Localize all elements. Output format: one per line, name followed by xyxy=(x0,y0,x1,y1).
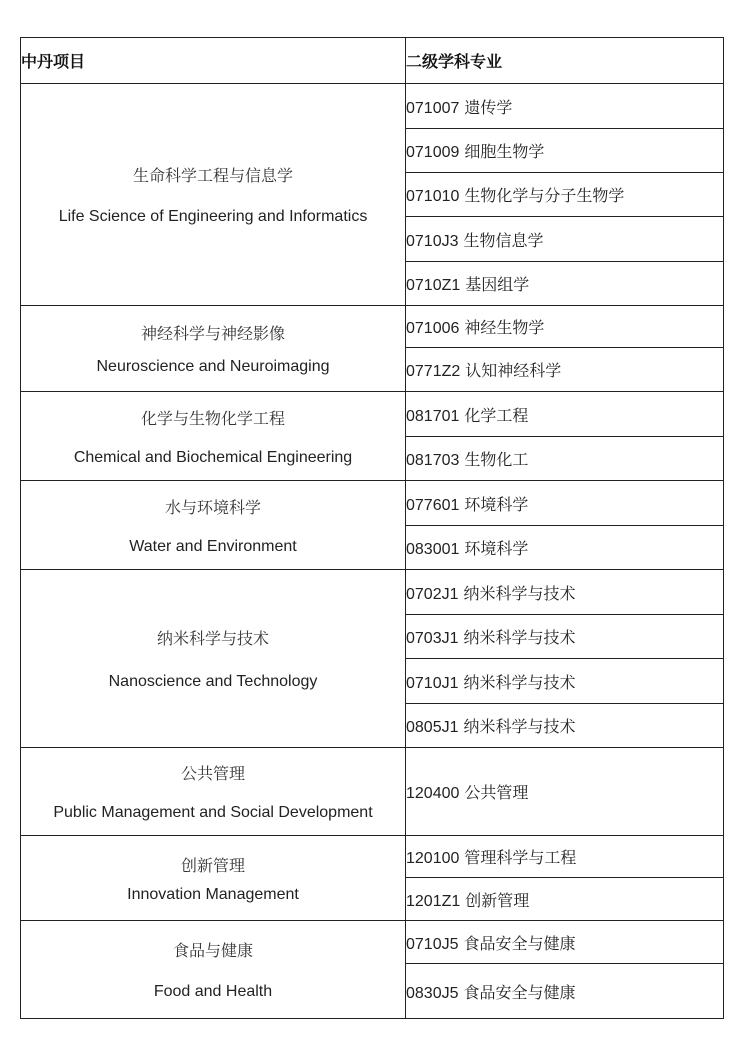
discipline-code: 0710J5 xyxy=(406,935,459,953)
discipline-cell xyxy=(406,615,724,659)
project-name-en: Innovation Management xyxy=(127,885,299,903)
project-name-zh: 纳米科学与技术 xyxy=(156,629,269,648)
table-row xyxy=(21,481,724,526)
discipline-cell xyxy=(406,878,724,921)
project-name-zh: 食品与健康 xyxy=(172,941,253,960)
project-cell xyxy=(21,921,406,1019)
project-name-en: Water and Environment xyxy=(129,537,297,555)
discipline-name: 遗传学 xyxy=(464,97,513,117)
table-row xyxy=(21,392,724,437)
discipline-code: 071006 xyxy=(406,320,460,337)
project-name-zh: 化学与生物化学工程 xyxy=(140,408,285,428)
discipline-cell xyxy=(406,217,724,262)
project-cell xyxy=(21,836,406,921)
discipline-code: 0830J5 xyxy=(406,984,459,1002)
discipline-cell xyxy=(406,570,724,615)
discipline-cell xyxy=(406,129,724,173)
discipline-name: 环境科学 xyxy=(464,539,529,558)
discipline-code: 083001 xyxy=(406,541,460,558)
discipline-name: 纳米科学与技术 xyxy=(463,717,576,736)
discipline-name: 食品安全与健康 xyxy=(463,982,576,1002)
discipline-code: 0710Z1 xyxy=(406,277,461,294)
discipline-name: 创新管理 xyxy=(465,890,530,910)
project-name-zh: 生命科学工程与信息学 xyxy=(132,166,293,185)
project-cell xyxy=(21,392,406,481)
discipline-name: 化学工程 xyxy=(464,405,529,425)
project-name-en: Life Science of Engineering and Informatics xyxy=(58,208,368,225)
project-cell xyxy=(21,481,406,570)
discipline-name: 生物信息学 xyxy=(463,230,544,250)
discipline-name: 神经生物学 xyxy=(464,318,545,337)
discipline-cell xyxy=(406,173,724,217)
discipline-cell xyxy=(406,481,724,526)
table-row xyxy=(21,748,724,836)
discipline-cell xyxy=(406,836,724,878)
discipline-code: 0710J1 xyxy=(406,674,459,692)
discipline-code: 1201Z1 xyxy=(406,892,461,910)
discipline-code: 071009 xyxy=(406,144,460,161)
discipline-cell xyxy=(406,659,724,704)
table-row xyxy=(21,836,724,878)
discipline-name: 公共管理 xyxy=(464,783,529,802)
project-name-en: Public Management and Social Development xyxy=(53,804,373,821)
table-row xyxy=(21,921,724,964)
header-row xyxy=(21,38,724,84)
discipline-code: 0805J1 xyxy=(406,719,459,736)
header-project: 中丹项目 xyxy=(21,38,406,84)
discipline-name: 纳米科学与技术 xyxy=(463,583,576,603)
discipline-cell xyxy=(406,306,724,348)
discipline-cell xyxy=(406,392,724,437)
discipline-name: 细胞生物学 xyxy=(464,142,545,161)
discipline-name: 生物化工 xyxy=(464,450,529,469)
discipline-cell xyxy=(406,964,724,1019)
discipline-cell xyxy=(406,526,724,570)
discipline-code: 081703 xyxy=(406,452,460,469)
discipline-name: 纳米科学与技术 xyxy=(463,628,576,647)
project-name-en: Neuroscience and Neuroimaging xyxy=(96,358,330,375)
discipline-code: 0771Z2 xyxy=(406,363,461,380)
table-row xyxy=(21,306,724,348)
project-name-zh: 水与环境科学 xyxy=(164,497,261,517)
project-cell xyxy=(21,306,406,392)
program-table xyxy=(20,37,724,1019)
discipline-name: 管理科学与工程 xyxy=(464,848,577,867)
discipline-name: 食品安全与健康 xyxy=(463,933,576,953)
discipline-cell xyxy=(406,262,724,306)
discipline-name: 生物化学与分子生物学 xyxy=(464,186,625,205)
discipline-name: 认知神经科学 xyxy=(465,361,562,380)
project-name-en: Chemical and Biochemical Engineering xyxy=(73,448,353,466)
discipline-cell xyxy=(406,921,724,964)
discipline-cell xyxy=(406,348,724,392)
discipline-code: 0702J1 xyxy=(406,585,459,603)
project-name-zh: 公共管理 xyxy=(180,764,245,783)
discipline-cell xyxy=(406,84,724,129)
table-row xyxy=(21,84,724,129)
discipline-code: 120400 xyxy=(406,785,460,802)
project-name-zh: 神经科学与神经影像 xyxy=(140,324,285,343)
discipline-code: 0710J3 xyxy=(406,232,459,250)
project-name-en: Nanoscience and Technology xyxy=(108,673,318,690)
discipline-cell xyxy=(406,437,724,481)
project-cell xyxy=(21,84,406,306)
project-cell xyxy=(21,748,406,836)
discipline-code: 071010 xyxy=(406,188,460,205)
project-name-zh: 创新管理 xyxy=(180,855,245,875)
discipline-code: 071007 xyxy=(406,99,460,117)
discipline-code: 077601 xyxy=(406,496,460,514)
discipline-code: 081701 xyxy=(406,407,460,425)
discipline-cell xyxy=(406,704,724,748)
project-cell xyxy=(21,570,406,748)
header-discipline: 二级学科专业 xyxy=(406,38,724,84)
discipline-name: 环境科学 xyxy=(464,494,529,514)
discipline-cell xyxy=(406,748,724,836)
discipline-code: 120100 xyxy=(406,850,460,867)
discipline-name: 基因组学 xyxy=(465,275,530,294)
project-name-en: Food and Health xyxy=(153,983,273,1000)
discipline-name: 纳米科学与技术 xyxy=(463,672,576,692)
discipline-code: 0703J1 xyxy=(406,630,459,647)
table-row xyxy=(21,570,724,615)
table-body xyxy=(21,84,724,1019)
